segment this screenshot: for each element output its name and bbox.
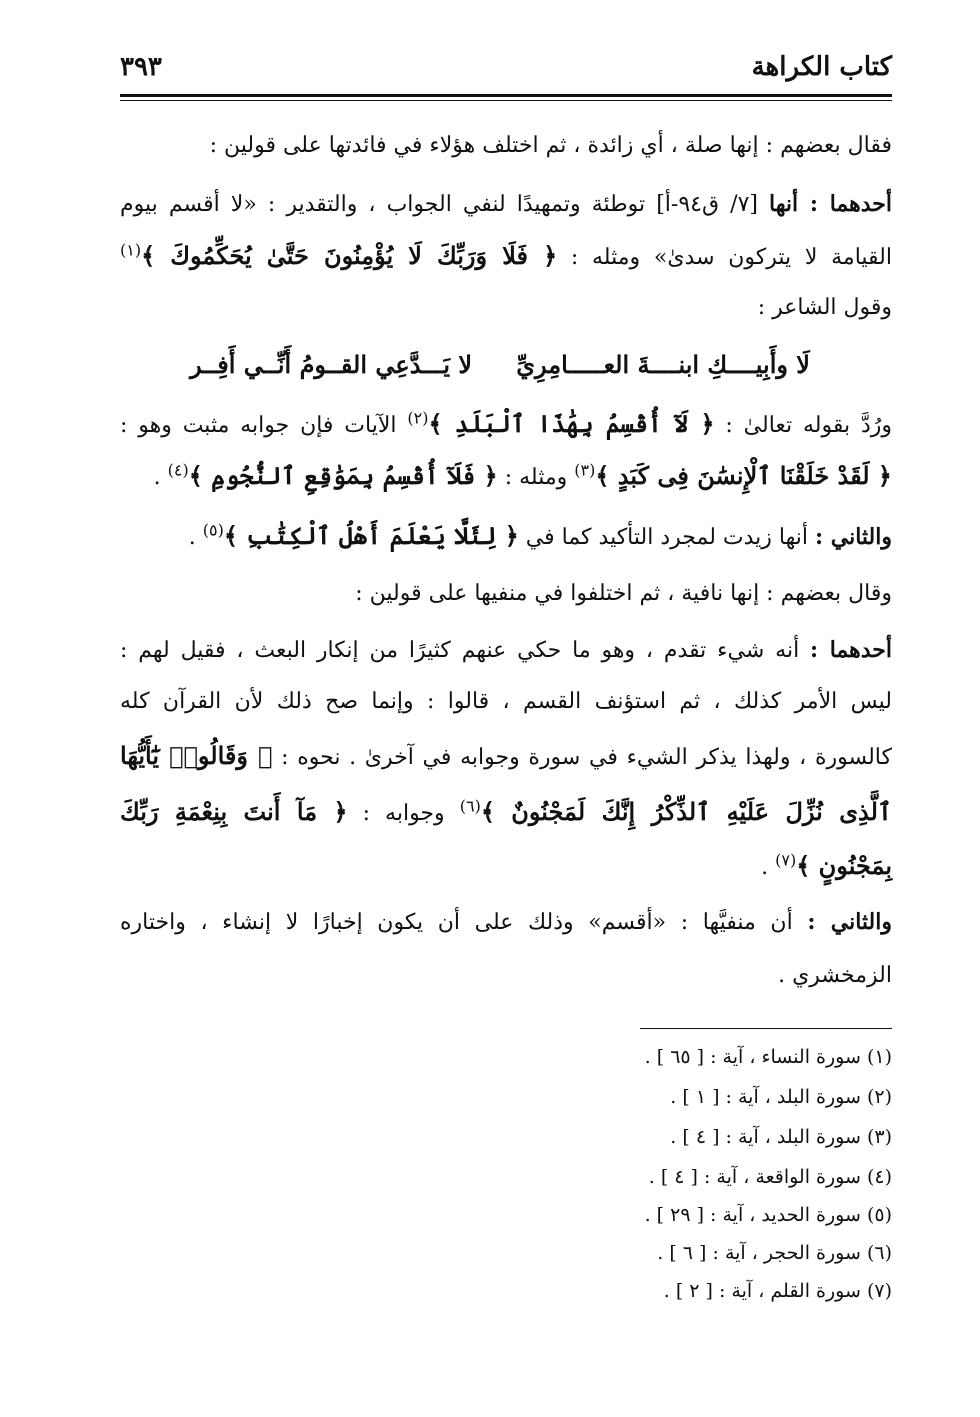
footnote-ref: (٦) bbox=[459, 796, 481, 816]
footnote-ref: (٢) bbox=[407, 408, 429, 428]
text: . bbox=[153, 465, 168, 490]
quran-quote: ٱلَّذِى نُزِّلَ عَلَيْهِ ٱلذِّكْرُ إِنَّكَ لَمَجْنُونٌ ﴾ bbox=[480, 797, 892, 826]
verse-second-hemistich: لا يَـــدَّعِي القــومُ أَنِّــي أَفِــر bbox=[190, 350, 473, 379]
text: ومثله : bbox=[497, 465, 575, 490]
text-line-15 bbox=[120, 956, 892, 996]
text-line-14 bbox=[120, 902, 892, 943]
text-line-13 bbox=[120, 846, 892, 888]
footnote-3: (٣) سورة البلد ، آية : [ ٤ ] . bbox=[670, 1126, 892, 1148]
header-rule-thin bbox=[120, 100, 892, 101]
footnote-4: (٤) سورة الواقعة ، آية : [ ٤ ] . bbox=[648, 1166, 892, 1188]
footnote-ref: (٣) bbox=[574, 460, 596, 480]
text-line-7 bbox=[120, 516, 892, 558]
text: وقال بعضهم : إنها نافية ، ثم اختلفوا في منفيها على قولين : bbox=[355, 581, 892, 606]
footnote-5: (٥) سورة الحديد ، آية : [ ٢٩ ] . bbox=[644, 1204, 892, 1226]
header-rule-thick bbox=[120, 94, 892, 97]
quran-quote: بِمَجْنُونٍ ﴾ bbox=[796, 851, 892, 880]
text-line-6 bbox=[120, 456, 892, 498]
bold-lead: أحدهما : أنها bbox=[769, 191, 893, 217]
text-line-10 bbox=[120, 682, 892, 722]
poetry-verse bbox=[190, 350, 810, 379]
quran-quote: ﴿ وَقَالُوا۟ يَٰٓأَيُّهَا bbox=[120, 741, 273, 770]
text-line-3 bbox=[120, 236, 892, 278]
verse-first-hemistich: لَا وأَبِيــــكِ ابنــــةَ العـــــامِرِيِّ bbox=[516, 350, 810, 379]
text-line-8 bbox=[120, 574, 892, 614]
footnote-ref: (١) bbox=[120, 240, 142, 260]
text: . bbox=[761, 855, 776, 880]
footnote-ref: (٥) bbox=[202, 520, 224, 540]
footnote-ref: (٤) bbox=[167, 460, 189, 480]
quran-quote: ﴿ فَلَا وَرَبِّكَ لَا يُؤْمِنُونَ حَتَّىٰ يُحَكِّمُوكَ ﴾ bbox=[141, 241, 558, 270]
footnote-separator bbox=[640, 1028, 892, 1029]
text: فقال بعضهم : إنها صلة ، أي زائدة ، ثم اختلف هؤلاء في فائدتها على قولين : bbox=[209, 133, 892, 158]
text: كالسورة ، ولهذا يذكر الشيء في سورة وجوابه في آخرىٰ . نحوه : bbox=[272, 745, 892, 770]
text: الآيات فإن جوابه مثبت وهو : bbox=[120, 413, 408, 438]
text-line-5 bbox=[120, 404, 892, 446]
text: القيامة لا يتركون سدىٰ» ومثله : bbox=[557, 245, 892, 270]
footnote-1: (١) سورة النساء ، آية : [ ٦٥ ] . bbox=[644, 1046, 892, 1068]
text: وجوابه : bbox=[347, 801, 460, 826]
quran-quote: ﴿ مَآ أَنتَ بِنِعْمَةِ رَبِّكَ bbox=[120, 797, 348, 826]
text: أنه شيء تقدم ، وهو ما حكي عنهم كثيرًا من إنكار البعث ، فقيل لهم : bbox=[120, 638, 811, 663]
quran-quote: ﴿ لَقَدْ خَلَقْنَا ٱلْإِنسَٰنَ فِى كَبَدٍ ﴾ bbox=[595, 461, 892, 490]
quran-quote: ﴿ فَلَآ أُقْسِمُ بِمَوَٰقِعِ ٱلنُّجُومِ ﴾ bbox=[188, 461, 498, 490]
footnote-6: (٦) سورة الحجر ، آية : [ ٦ ] . bbox=[657, 1242, 892, 1264]
text-line-4 bbox=[120, 288, 892, 328]
text-line-9 bbox=[120, 630, 892, 671]
footnote-2: (٢) سورة البلد ، آية : [ ١ ] . bbox=[670, 1086, 892, 1108]
text: ورُدَّ بقوله تعالىٰ : bbox=[714, 413, 892, 438]
footnote-7: (٧) سورة القلم ، آية : [ ٢ ] . bbox=[663, 1280, 892, 1302]
text-line-1 bbox=[120, 126, 892, 166]
page-number: ٣٩٣ bbox=[120, 52, 162, 82]
bold-lead: والثاني : bbox=[807, 909, 892, 935]
footnote-ref: (٧) bbox=[775, 850, 797, 870]
quran-quote: ﴿ لِئَلَّا يَعْلَمَ أَهْلُ ٱلْكِتَٰبِ ﴾ bbox=[223, 521, 519, 550]
text: أنها زيدت لمجرد التأكيد كما في bbox=[518, 525, 815, 550]
text: ليس الأمر كذلك ، ثم استؤنف القسم ، قالوا : وإنما صح ذلك لأن القرآن كله bbox=[120, 689, 892, 714]
bold-lead: والثاني : bbox=[814, 524, 892, 550]
text: أن منفيَّها : «أقسم» وذلك على أن يكون إخبارًا لا إنشاء ، واختاره bbox=[120, 910, 808, 935]
text-line-12 bbox=[120, 792, 892, 834]
text: [٧/ ق٩٤-أ] توطئة وتمهيدًا لنفي الجواب ، والتقدير : «لا أقسم بيوم bbox=[120, 192, 770, 217]
text: وقول الشاعر : bbox=[757, 295, 892, 320]
quran-quote: ﴿ لَآ أُقْسِمُ بِهَٰذَا ٱلْبَلَدِ ﴾ bbox=[428, 409, 715, 438]
text: الزمخشري . bbox=[778, 963, 892, 988]
page-header bbox=[120, 52, 892, 92]
text: . bbox=[188, 525, 203, 550]
chapter-title: كتاب الكراهة bbox=[751, 52, 892, 82]
text-line-11 bbox=[120, 736, 892, 778]
bold-lead: أحدهما : bbox=[810, 637, 892, 663]
text-line-2 bbox=[120, 184, 892, 225]
